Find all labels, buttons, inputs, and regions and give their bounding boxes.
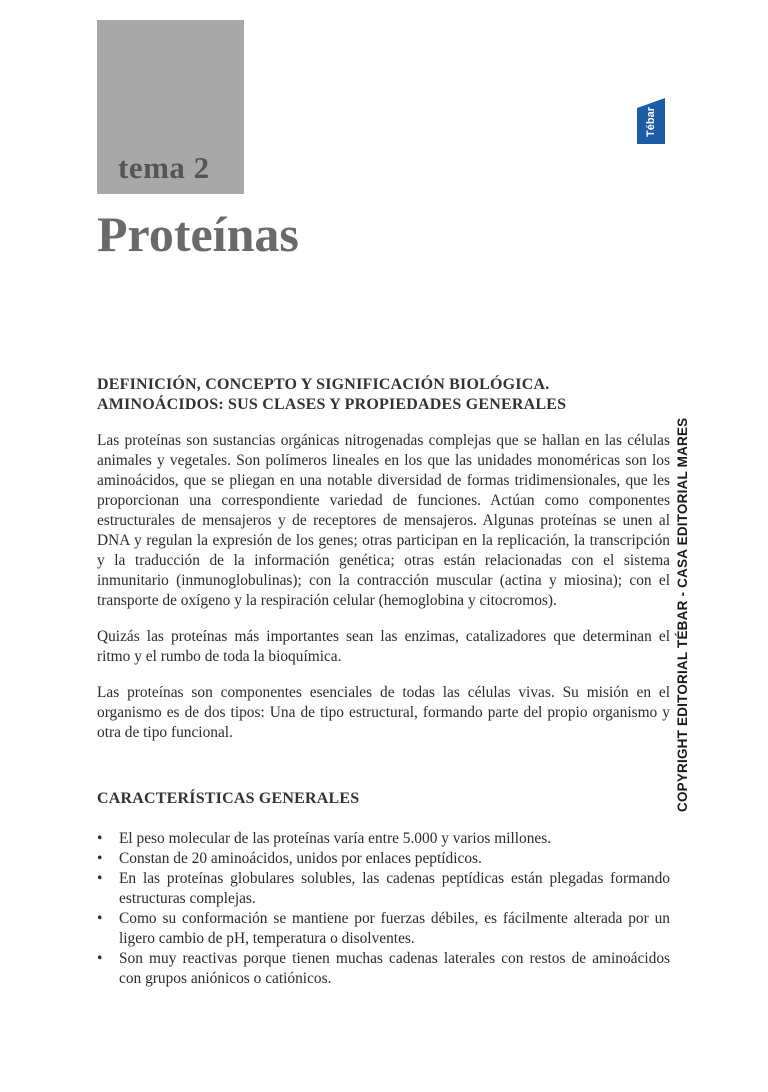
list-item-text: En las proteínas globulares solubles, las cadenas peptídicas están plegadas formando estructuras complejas. [119, 870, 670, 907]
bullet-icon: • [97, 850, 103, 867]
bullet-list [97, 829, 670, 989]
list-item [97, 849, 670, 869]
section-heading-line-2: AMINOÁCIDOS: SUS CLASES Y PROPIEDADES GENERALES [97, 396, 567, 413]
list-item-text: El peso molecular de las proteínas varía entre 5.000 y varios millones. [119, 830, 552, 847]
list-item [97, 829, 670, 849]
list-item-text: Como su conformación se mantiene por fuerzas débiles, es fácilmente alterada por un ligero cambio de pH, temperatura o disolventes. [119, 910, 670, 947]
paragraph: Quizás las proteínas más importantes sean las enzimas, catalizadores que determinan el ritmo y el rumbo de toda la bioquímica. [97, 628, 670, 665]
bullet-icon: • [97, 830, 103, 847]
page-title: Proteínas [97, 206, 299, 262]
list-item-text: Constan de 20 aminoácidos, unidos por enlaces peptídicos. [119, 850, 482, 867]
list-item [97, 949, 670, 989]
publisher-logo [637, 98, 665, 144]
chapter-label: tema 2 [118, 150, 210, 185]
section-heading-line-1: DEFINICIÓN, CONCEPTO Y SIGNIFICACIÓN BIOLÓGICA. [97, 376, 550, 393]
bullet-icon: • [97, 870, 103, 887]
bullet-icon: • [97, 950, 103, 967]
logo-text: Tébar [645, 107, 657, 137]
paragraph: Las proteínas son sustancias orgánicas nitrogenadas complejas que se hallan en las células animales y vegetales. Son polímeros lineales en los que las unidades monoméricas son los aminoácidos, que se pliegan en una notable diversidad de formas tridimensionales, que les proporcionan una correspondiente variedad de funciones. Actúan como componentes estructurales de mensajeros y de receptores de mensajeros. Algunas proteínas se unen al DNA y regulan la expresión de los genes; otras participan en la replicación, la transcripción y la traducción de la información genética; otras están relacionadas con el sistema inmunitario (inmunoglobulinas); con la contracción muscular (actina y miosina); con el transporte de oxígeno y la respiración celular (hemoglobina y citocromos). [97, 432, 670, 609]
section-heading-characteristics: CARACTERÍSTICAS GENERALES [97, 790, 360, 807]
bullet-icon: • [97, 910, 103, 927]
page-content [97, 375, 670, 989]
list-item [97, 869, 670, 909]
paragraph: Las proteínas son componentes esenciales de todas las células vivas. Su misión en el organismo es de dos tipos: Una de tipo estructural, formando parte del propio organismo y otra de tipo funcional. [97, 684, 670, 741]
section-heading [97, 375, 670, 415]
list-item-text: Son muy reactivas porque tienen muchas cadenas laterales con restos de aminoácidos con grupos aniónicos o catiónicos. [119, 950, 670, 987]
list-item [97, 909, 670, 949]
copyright-notice: COPYRIGHT EDITORIAL TÉBAR - CASA EDITORIAL MARES [675, 417, 690, 812]
